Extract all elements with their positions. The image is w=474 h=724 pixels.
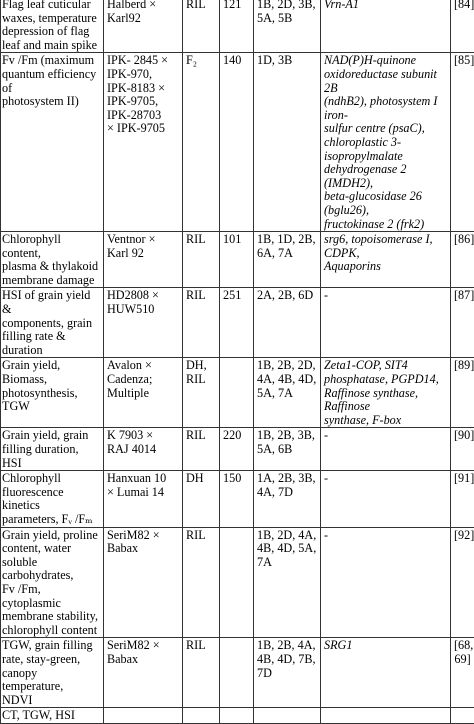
cell-line: [85] — [454, 53, 474, 67]
population-cell — [183, 288, 220, 358]
reference-cell — [451, 638, 474, 708]
cell-line: [84] — [454, 0, 474, 11]
genes-cell — [321, 232, 451, 288]
trait-cell — [1, 708, 104, 724]
cell-line: plasma & thylakoid — [2, 259, 98, 273]
cell-line: quantum efficiency of — [2, 67, 96, 95]
reference-cell — [451, 708, 474, 724]
genes-cell — [321, 358, 451, 428]
cell-line: 220 — [223, 428, 241, 442]
cell-line: [86] — [454, 232, 474, 246]
cell-line: - — [324, 288, 328, 302]
cell-line: 5A, 6B — [257, 442, 292, 456]
table-row — [1, 428, 474, 471]
trait-cell — [1, 638, 104, 708]
population-cell — [183, 0, 220, 53]
cell-line: beta-glucosidase 26 (bglu26), — [324, 189, 422, 217]
cell-line: IPK-8183 × — [107, 81, 165, 95]
cell-line: IPK- 2845 × — [107, 53, 168, 67]
cell-line: 1B, 2B, 3B, — [257, 428, 315, 442]
cell-line: DH — [186, 471, 204, 485]
table-row — [1, 358, 474, 428]
cell-line: Fv /Fm (maximum — [2, 53, 94, 67]
table-row — [1, 471, 474, 527]
cell-line: Vrn-A1 — [324, 0, 359, 11]
chromosome-cell — [254, 53, 321, 232]
cell-line: fluorescence kinetics — [2, 485, 64, 513]
reference-cell — [451, 527, 474, 638]
cell-line: chloroplastic 3- — [324, 135, 401, 149]
table-row — [1, 53, 474, 232]
cell-line: 7A — [257, 555, 272, 569]
trait-cell — [1, 358, 104, 428]
cell-line: IPK-9705, — [107, 94, 158, 108]
cell-line: Karl92 — [107, 11, 141, 25]
population-cell — [183, 232, 220, 288]
chromosome-cell — [254, 708, 321, 724]
cell-line: [68, — [454, 638, 473, 652]
cell-line: Zeta1-COP, SIT4 — [324, 358, 408, 372]
cell-line: Ventnor × — [107, 232, 156, 246]
size-cell — [220, 288, 254, 358]
size-cell — [220, 0, 254, 53]
cell-line: components, grain — [2, 316, 92, 330]
cell-line: - — [324, 528, 328, 542]
cell-line: canopy temperature, — [2, 666, 63, 694]
cross-cell — [104, 232, 183, 288]
cell-line: RIL — [186, 428, 206, 442]
cell-line: 121 — [223, 0, 241, 11]
cell-line: [87] — [454, 288, 474, 302]
cell-line: srg6, topoisomerase I, CDPK, — [324, 232, 433, 260]
cross-cell — [104, 708, 183, 724]
genes-cell — [321, 53, 451, 232]
table-row — [1, 708, 474, 724]
cell-line: Chlorophyll — [2, 471, 61, 485]
cell-line: Hanxuan 10 — [107, 471, 166, 485]
cell-line: SeriM82 × — [107, 638, 160, 652]
cell-line: chlorophyll content — [2, 623, 97, 637]
cell-line: 4B, 4D, 7B, — [257, 652, 316, 666]
reference-cell — [451, 232, 474, 288]
trait-cell — [1, 428, 104, 471]
cell-line: membrane damage — [2, 273, 94, 287]
cross-cell — [104, 471, 183, 527]
cell-line: 140 — [223, 53, 241, 67]
cell-line: 1B, 2D, 4A, — [257, 528, 316, 542]
reference-cell — [451, 471, 474, 527]
cell-line: Avalon × — [107, 358, 152, 372]
cell-line: Aquaporins — [324, 259, 381, 273]
cell-line: Multiple — [107, 386, 149, 400]
size-cell — [220, 638, 254, 708]
cell-line: CT, TGW, HSI — [2, 708, 75, 722]
cell-line: SeriM82 × — [107, 528, 160, 542]
cell-line: RIL — [186, 288, 206, 302]
cell-line: 1B, 2D, 3B, — [257, 0, 316, 11]
chromosome-cell — [254, 288, 321, 358]
reference-cell — [451, 0, 474, 53]
size-cell — [220, 358, 254, 428]
cell-line: carbohydrates, — [2, 568, 73, 582]
cell-line: NDVI — [2, 693, 32, 707]
chromosome-cell — [254, 358, 321, 428]
reference-cell — [451, 53, 474, 232]
cell-line: 7D — [257, 666, 272, 680]
cell-line: TGW, grain filling — [2, 638, 93, 652]
cell-line: 4B, 4D, 5A, — [257, 541, 316, 555]
size-cell — [220, 428, 254, 471]
cell-line: dehydrogenase 2 (IMDH2), — [324, 162, 406, 190]
cell-line: oxidoreductase subunit 2B — [324, 67, 437, 95]
size-cell — [220, 471, 254, 527]
size-cell — [220, 708, 254, 724]
table-row — [1, 527, 474, 638]
cell-line: RAJ 4014 — [107, 442, 156, 456]
cell-line: photosystem II) — [2, 94, 79, 108]
chromosome-cell — [254, 428, 321, 471]
cell-line: [92] — [454, 528, 474, 542]
cell-line: Fv /Fm, cytoplasmic — [2, 582, 61, 610]
cross-cell — [104, 53, 183, 232]
cell-line: HUW510 — [107, 302, 154, 316]
genes-cell — [321, 428, 451, 471]
cell-line: parameters, Fᵥ /Fₘ — [2, 512, 93, 526]
population-cell — [183, 358, 220, 428]
cell-line: Babax — [107, 652, 138, 666]
trait-cell — [1, 232, 104, 288]
cell-line: - — [324, 428, 328, 442]
cell-line: IPK-28703 — [107, 108, 161, 122]
cell-line: RIL — [186, 372, 206, 386]
cell-line: rate, stay-green, — [2, 652, 80, 666]
cell-line: IPK-970, — [107, 67, 152, 81]
chromosome-cell — [254, 527, 321, 638]
cell-line: DH, — [186, 358, 207, 372]
cell-line: RIL — [186, 0, 206, 11]
cell-line: phosphatase, PGPD14, — [324, 372, 439, 386]
table-row — [1, 638, 474, 708]
table-row — [1, 288, 474, 358]
cell-line: 5A, 7A — [257, 386, 293, 400]
cell-line: 1D, 3B — [257, 53, 292, 67]
cell-line: 2A, 2B, 6D — [257, 288, 313, 302]
cell-line: depression of flag — [2, 24, 89, 38]
size-cell — [220, 232, 254, 288]
cell-line: - — [324, 471, 328, 485]
cell-line: waxes, temperature — [2, 11, 97, 25]
table-row — [1, 0, 474, 53]
cell-line: HSI of grain yield & — [2, 288, 90, 316]
cell-line: Karl 92 — [107, 246, 144, 260]
cell-line: [91] — [454, 471, 474, 485]
chromosome-cell — [254, 471, 321, 527]
genes-cell — [321, 527, 451, 638]
chromosome-cell — [254, 638, 321, 708]
population-cell — [183, 428, 220, 471]
genes-cell — [321, 0, 451, 53]
cell-line: × IPK-9705 — [107, 121, 165, 135]
cell-line: NAD(P)H-quinone — [324, 53, 416, 67]
genes-cell — [321, 638, 451, 708]
genes-cell — [321, 708, 451, 724]
genes-cell — [321, 288, 451, 358]
cell-line: membrane stability, — [2, 609, 98, 623]
cell-line: fructokinase 2 (frk2) — [324, 217, 424, 231]
size-cell — [220, 53, 254, 232]
cell-line: 1B, 2B, 2D, — [257, 358, 316, 372]
cell-line: Raffinose synthase, Raffinose — [324, 386, 418, 414]
cell-line: 251 — [223, 288, 241, 302]
cell-line: leaf and main spike — [2, 38, 97, 52]
population-cell — [183, 471, 220, 527]
cross-cell — [104, 638, 183, 708]
cell-line: sulfur centre (psaC), — [324, 121, 425, 135]
population-cell — [183, 638, 220, 708]
cell-line: SRG1 — [324, 638, 352, 652]
trait-cell — [1, 288, 104, 358]
cell-line: RIL — [186, 232, 206, 246]
cell-line: filling duration, HSI — [2, 442, 79, 470]
cross-cell — [104, 358, 183, 428]
trait-cell — [1, 53, 104, 232]
cell-line: Cadenza; — [107, 372, 152, 386]
chromosome-cell — [254, 0, 321, 53]
population-cell — [183, 53, 220, 232]
cell-line: 69] — [454, 652, 470, 666]
population-cell — [183, 708, 220, 724]
cell-line: photosynthesis, TGW — [2, 386, 78, 414]
cell-line: 6A, 7A — [257, 246, 293, 260]
chromosome-cell — [254, 232, 321, 288]
cell-line: Grain yield, proline — [2, 528, 98, 542]
cell-line: 1A, 2B, 3B, — [257, 471, 316, 485]
cell-line: 4A, 7D — [257, 485, 293, 499]
table-body — [1, 0, 474, 723]
cell-line: 1B, 1D, 2B, — [257, 232, 316, 246]
cell-line: HD2808 × — [107, 288, 159, 302]
cell-line: F₂ — [186, 53, 197, 67]
cell-line: 5A, 5B — [257, 11, 292, 25]
trait-cell — [1, 527, 104, 638]
size-cell — [220, 527, 254, 638]
population-cell — [183, 527, 220, 638]
reference-cell — [451, 288, 474, 358]
cross-cell — [104, 527, 183, 638]
cell-line: isopropylmalate — [324, 149, 403, 163]
cell-line: filling rate & duration — [2, 329, 66, 357]
cell-line: K 7903 × — [107, 428, 153, 442]
cell-line: [89] — [454, 358, 474, 372]
reference-cell — [451, 358, 474, 428]
cell-line: Flag leaf cuticular — [2, 0, 91, 11]
cell-line: (ndhB2), photosystem I iron- — [324, 94, 437, 122]
cross-cell — [104, 288, 183, 358]
cell-line: Babax — [107, 541, 138, 555]
trait-cell — [1, 0, 104, 53]
cell-line: 4A, 4B, 4D, — [257, 372, 316, 386]
cell-line: RIL — [186, 528, 206, 542]
cell-line: Grain yield, grain — [2, 428, 88, 442]
cell-line: 101 — [223, 232, 241, 246]
cell-line: synthase, F-box — [324, 413, 401, 427]
cell-line: Halberd × — [107, 0, 156, 11]
cross-cell — [104, 428, 183, 471]
cell-line: 150 — [223, 471, 241, 485]
cell-line: × Lumai 14 — [107, 485, 164, 499]
cell-line: Grain yield, Biomass, — [2, 358, 60, 386]
cell-line: RIL — [186, 638, 206, 652]
reference-cell — [451, 428, 474, 471]
table-row — [1, 232, 474, 288]
cell-line: [90] — [454, 428, 474, 442]
cross-cell — [104, 0, 183, 53]
cell-line: content, water soluble — [2, 541, 71, 569]
genes-cell — [321, 471, 451, 527]
trait-cell — [1, 471, 104, 527]
cell-line: Chlorophyll content, — [2, 232, 61, 260]
cell-line: 1B, 2B, 4A, — [257, 638, 316, 652]
